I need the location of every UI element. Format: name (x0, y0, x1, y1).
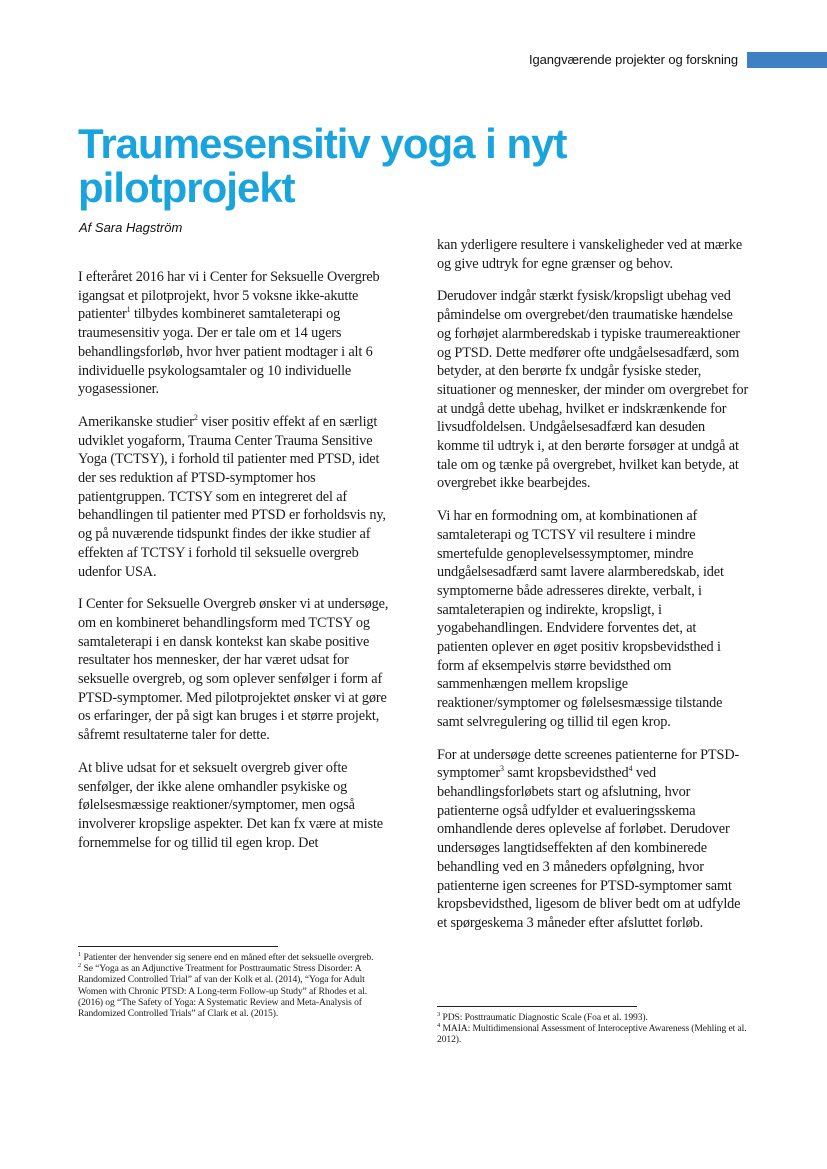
footnote-ref: 3 (499, 764, 504, 774)
paragraph: Vi har en formodning om, at kombinationen af samtaleterapi og TCTSY vil resultere i mindre smertefulde genoplevelsessymptomer, mindre undgåelsesadfærd samt lavere alarmberedskab, idet symptomerne både adresseres direkte, verbalt, i samtaleterapien og indirekte, kropsligt, i yogabehandlingen. Endvidere forventes det, at patienten oplever en øget positiv kropsbevidsthed i form af eksempelvis større bevidsthed om sammenhængen mellem kropslige reaktioner/symptomer og følelsesmæssige tilstande samt selvregulering og tillid til egen krop. (437, 508, 724, 730)
left-column (78, 268, 390, 866)
paragraph: I efteråret 2016 har vi i Center for Seksuelle Overgreb igangsat et pilotprojekt, hvor 5 voksne ikke-akutte patienter$^1$ tilbydes kombineret samtaleterapi og traumesensitiv yoga. Der er tale om et 14 ugers behandlingsforløb, hvor hver patient modtager i alt 6 individuelle psykologsamtaler og 10 individuelle yogasessioner. (78, 269, 380, 398)
footnote: $^2$ Se “Yoga as an Adjunctive Treatment for Posttraumatic Stress Disorder: A Randomized Controlled Trial” af van der Kolk et al. (2014), “Yoga for Adult Women with Chronic PTSD: A Long-term Follow-up Study” af Rhodes et al. (2016) og “The Safety of Yoga: A Systematic Review and Meta-Analysis of Randomized Controlled Trials” af Clark et al. (2015). (78, 962, 368, 1020)
footnotes-right (437, 1006, 749, 1046)
footnotes-left (78, 946, 390, 1019)
footnote: $^3$ PDS: Posttraumatic Diagnostic Scale (Foa et al. 1993). (437, 1010, 648, 1023)
footnote: $^1$ Patienter der henvender sig senere end en måned efter det seksuelle overgreb. (78, 950, 374, 963)
paragraph: Amerikanske studier$^2$ viser positiv effekt af en særligt udviklet yogaform, Trauma Center Trauma Sensitive Yoga (TCTSY), i forhold til patienter med PTSD, idet der ses reduktion af PTSD-symptomer hos patientgruppen. TCTSY som en integreret del af behandlingen til patienter med PTSD er forholdsvis ny, og på nuværende tidspunkt findes der ikke studier af effekten af TCTSY i forhold til seksuelle overgreb udenfor USA. (78, 413, 386, 580)
footnote-ref: 4 (628, 764, 633, 774)
paragraph: kan yderligere resultere i vanskeligheder ved at mærke og give udtryk for egne grænser og behov. (437, 237, 743, 272)
footnote-divider (437, 1006, 637, 1007)
right-column (437, 236, 749, 947)
paragraph: For at undersøge dette screenes patienterne for PTSD-symptomer$^3$ samt kropsbevidsthed$^4$ ved behandlingsforløbets start og afslutning, hvor patienterne også udfylder et evalueringsskema omhandlende deres oplevelse af forløbet. Derudover undersøges langtidseffekten af den kombinerede behandling ved en 3 måneders opfølgning, hvor patienterne igen screenes for PTSD-symptomer samt kropsbevidsthed, ligesom de bliver bedt om at udfylde et spørgeskema 3 måneder efter afsluttet forløb. (437, 746, 741, 931)
footnote-ref: 2 (193, 413, 198, 423)
paragraph: I Center for Seksuelle Overgreb ønsker vi at undersøge, om en kombineret behandlingsform med TCTSY og samtaleterapi i en dansk kontekst kan skabe positive resultater hos mennesker, der har været udsat for seksuelle overgreb, og som oplever senfølger i form af PTSD-symptomer. Med pilotprojektet ønsker vi at gøre os erfaringer, der på sigt kan bruges i et større projekt, såfremt resultaterne taler for dette. (78, 596, 389, 744)
footnote-ref: 1 (126, 305, 131, 315)
paragraph: Derudover indgår stærkt fysisk/kropsligt ubehag ved påmindelse om overgrebet/den traumatiske hændelse og forhøjet alarmberedskab i typiske traumereaktioner og PTSD. Dette medfører ofte undgåelsesadfærd, som betyder, at den berørte fx undgår fysiske steder, situationer og mennesker, der minder om overgrebet for at undgå dette ubehag, hvilket er indskrænkende for livsudfoldelsen. Undgåelsesadfærd kan desuden komme til udtryk i, at den berørte forsøger at undgå at tale om og tænke på overgrebet, hvilket kan betyde, at overgrebet ikke bearbejdes. (437, 288, 749, 492)
paragraph: At blive udsat for et seksuelt overgreb giver ofte senfølger, der ikke alene omhandler psykiske og følelsesmæssige reaktioner/symptomer, men også involverer kropslige aspekter. Det kan fx være at miste fornemmelse for og tillid til egen krop. Det (78, 759, 383, 851)
footnote-divider (78, 946, 278, 947)
article-title: Traumesensitiv yoga i nyt pilotprojekt (78, 120, 567, 211)
footnote: $^4$ MAIA: Multidimensional Assessment of Interoceptive Awareness (Mehling et al. 2012). (437, 1022, 747, 1046)
section-header: Igangværende projekter og forskning (529, 52, 738, 67)
header-accent-bar (747, 52, 827, 68)
article-byline: Af Sara Hagström (79, 220, 183, 235)
